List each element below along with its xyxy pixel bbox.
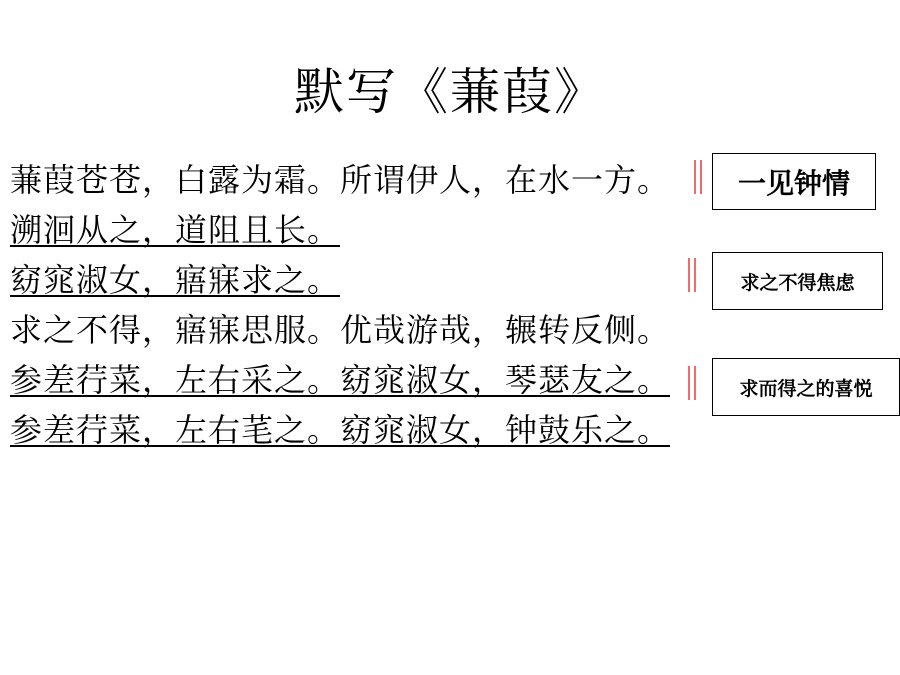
divider-mark <box>700 160 702 194</box>
note-love-at-first-sight <box>712 153 876 210</box>
poem-line-5: 参差荇菜，左右采之。窈窕淑女，琴瑟友之。 <box>10 361 671 399</box>
note-unrequited-anxiety <box>712 252 883 310</box>
note-label: 求而得之的喜悦 <box>739 377 873 400</box>
divider-mark <box>694 258 696 292</box>
divider-marks-2 <box>688 258 702 292</box>
divider-mark <box>694 366 696 400</box>
note-joy-of-winning <box>712 358 900 416</box>
divider-marks-1 <box>694 160 708 194</box>
divider-marks-3 <box>688 366 702 400</box>
poem-line-4: 求之不得，寤寐思服。优哉游哉，辗转反侧。 <box>10 311 671 349</box>
note-label: 一见钟情 <box>737 166 850 200</box>
slide-title: 默写《蒹葭》 <box>294 63 606 121</box>
divider-mark <box>688 366 690 400</box>
poem-line-2: 溯洄从之，道阻且长。 <box>10 211 341 249</box>
poem-line-1: 蒹葭苍苍，白露为霜。所谓伊人，在水一方。 <box>10 161 671 199</box>
divider-mark <box>688 258 690 292</box>
poem-line-3: 窈窕淑女，寤寐求之。 <box>10 261 341 299</box>
note-label: 求之不得焦虑 <box>740 271 855 294</box>
poem-line-6: 参差荇菜，左右芼之。窈窕淑女，钟鼓乐之。 <box>10 411 671 449</box>
divider-mark <box>694 160 696 194</box>
